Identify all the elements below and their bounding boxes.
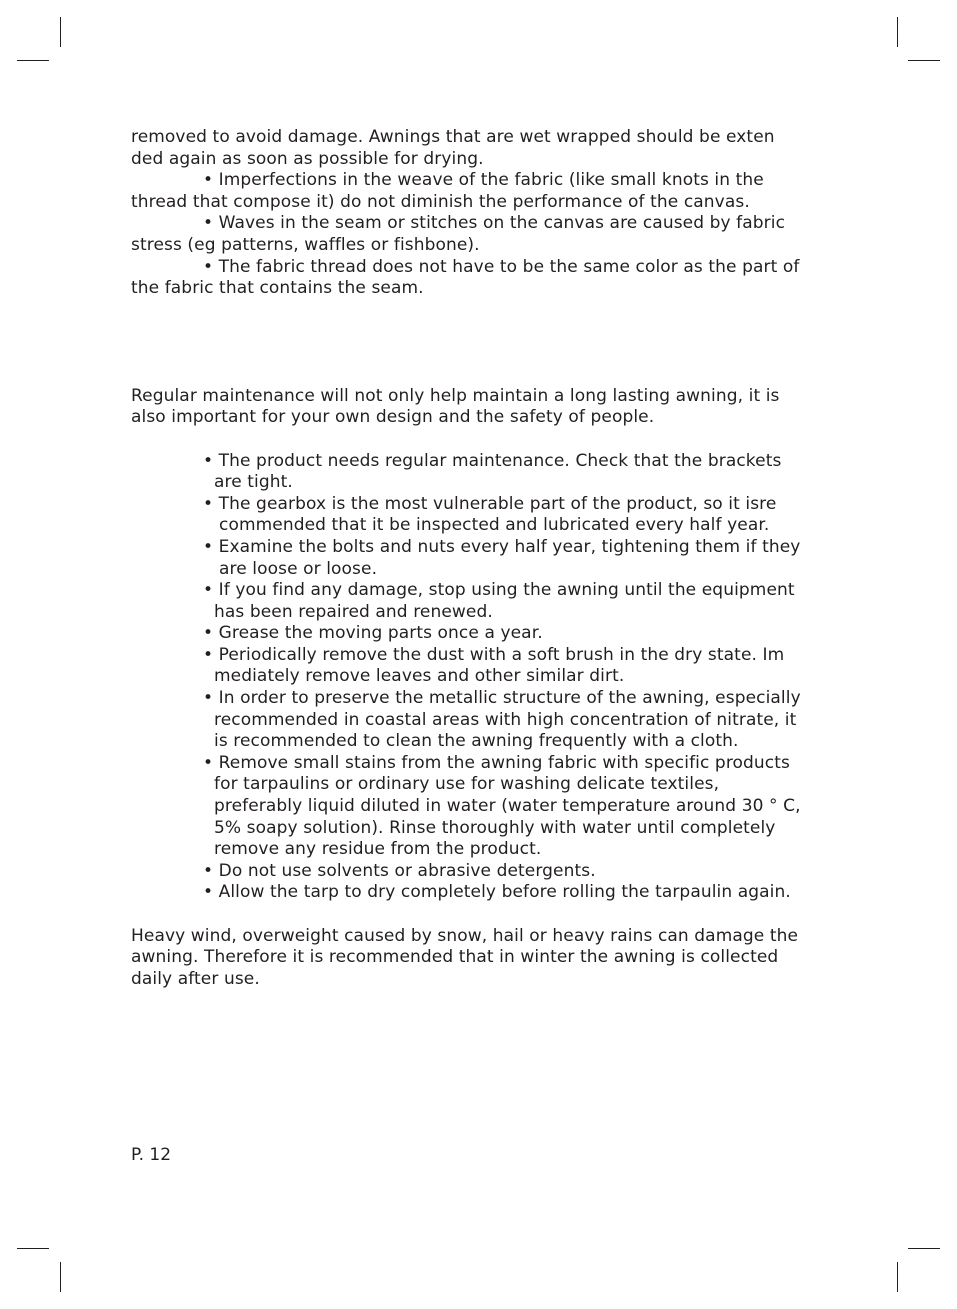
crop-mark bbox=[17, 60, 49, 61]
intro-section bbox=[131, 127, 831, 300]
section-gap bbox=[131, 429, 831, 451]
list-item: • In order to preserve the metallic structure of the awning, especially bbox=[203, 688, 801, 709]
list-item: • Remove small stains from the awning fabric with specific products bbox=[203, 752, 790, 773]
body-line: also important for your own design and the safety of people. bbox=[131, 407, 655, 428]
body-line: stress (eg patterns, waffles or fishbone). bbox=[131, 234, 480, 255]
bullet-line: • The fabric thread does not have to be the same color as the part of bbox=[203, 256, 800, 277]
list-item-continuation: preferably liquid diluted in water (water temperature around 30 ° C, bbox=[214, 796, 801, 817]
body-line: Regular maintenance will not only help maintain a long lasting awning, it is bbox=[131, 385, 780, 406]
crop-mark bbox=[17, 1248, 49, 1249]
list-item: • Allow the tarp to dry completely before rolling the tarpaulin again. bbox=[203, 882, 791, 903]
list-item-continuation: commended that it be inspected and lubricated every half year. bbox=[219, 515, 770, 536]
list-item: • If you find any damage, stop using the awning until the equipment bbox=[203, 580, 795, 601]
crop-mark bbox=[908, 60, 940, 61]
page-body bbox=[131, 127, 831, 990]
list-item: • Grease the moving parts once a year. bbox=[203, 623, 543, 644]
weather-note bbox=[131, 926, 831, 991]
list-item-continuation: are loose or loose. bbox=[219, 558, 378, 579]
list-item-continuation: are tight. bbox=[214, 472, 293, 493]
list-item-continuation: remove any residue from the product. bbox=[214, 839, 542, 860]
crop-mark bbox=[60, 17, 61, 47]
list-item-continuation: for tarpaulins or ordinary use for washing delicate textiles, bbox=[214, 774, 720, 795]
crop-mark bbox=[897, 1262, 898, 1292]
crop-mark bbox=[897, 17, 898, 47]
list-item-continuation: has been repaired and renewed. bbox=[214, 601, 493, 622]
maintenance-list bbox=[131, 451, 831, 904]
list-item: • Examine the bolts and nuts every half year, tightening them if they bbox=[203, 536, 801, 557]
list-item-continuation: 5% soapy solution). Rinse thoroughly with water until completely bbox=[214, 817, 776, 838]
body-line: ded again as soon as possible for drying. bbox=[131, 148, 484, 169]
body-line: daily after use. bbox=[131, 968, 260, 989]
body-line: the fabric that contains the seam. bbox=[131, 278, 424, 299]
page-number: P. 12 bbox=[131, 1145, 172, 1165]
body-line: removed to avoid damage. Awnings that are wet wrapped should be exten bbox=[131, 127, 775, 147]
maintenance-intro bbox=[131, 386, 831, 429]
bullet-line: • Waves in the seam or stitches on the canvas are caused by fabric bbox=[203, 213, 786, 234]
body-line: Heavy wind, overweight caused by snow, hail or heavy rains can damage the bbox=[131, 925, 799, 946]
list-item: • Periodically remove the dust with a soft brush in the dry state. Im bbox=[203, 644, 785, 665]
list-item: • The gearbox is the most vulnerable part of the product, so it isre bbox=[203, 493, 777, 514]
body-line: thread that compose it) do not diminish the performance of the canvas. bbox=[131, 191, 750, 212]
bullet-line: • Imperfections in the weave of the fabric (like small knots in the bbox=[203, 170, 764, 191]
crop-mark bbox=[908, 1248, 940, 1249]
list-item: • The product needs regular maintenance. Check that the brackets bbox=[203, 450, 782, 471]
crop-mark bbox=[60, 1262, 61, 1292]
list-item: • Do not use solvents or abrasive detergents. bbox=[203, 860, 596, 881]
list-item-continuation: mediately remove leaves and other similar dirt. bbox=[214, 666, 625, 687]
list-item-continuation: recommended in coastal areas with high concentration of nitrate, it bbox=[214, 709, 797, 730]
section-gap bbox=[131, 904, 831, 926]
section-gap bbox=[131, 300, 831, 386]
list-item-continuation: is recommended to clean the awning frequently with a cloth. bbox=[214, 731, 739, 752]
body-line: awning. Therefore it is recommended that in winter the awning is collected bbox=[131, 947, 779, 968]
